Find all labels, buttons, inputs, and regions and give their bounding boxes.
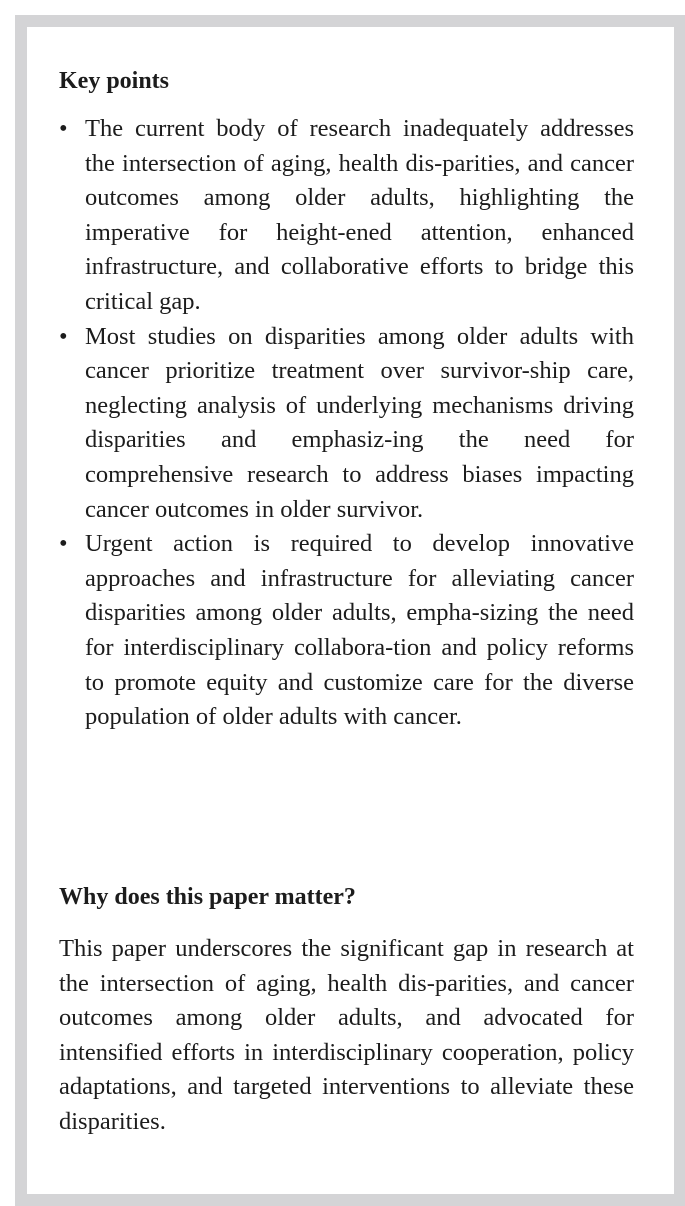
key-point-item (59, 527, 634, 735)
bullet-icon: • (59, 322, 68, 350)
key-point-item (59, 112, 634, 320)
bullet-icon: • (59, 115, 68, 142)
why-matters-paragraph: This paper underscores the significant gap in research at the intersection of aging, health dis-parities, and cancer outcomes among older adults, and advocated for intensified efforts in interdisciplinary cooperation, policy adaptations, and targeted interventions to alleviate these disparities. (59, 935, 634, 1135)
key-points-list (59, 112, 634, 735)
why-matters-heading: Why does this paper matter? (59, 884, 356, 910)
key-point-text: The current body of research inadequately addresses the intersection of aging, health dis-parities, and cancer outcomes among older adults, highlighting the imperative for height-ened attention, enhanced infrastructure, and collaborative efforts to bridge this critical gap. (85, 115, 634, 315)
key-point-text: Urgent action is required to develop innovative approaches and infrastructure for alleviating cancer disparities among older adults, empha-sizing the need for interdisciplinary collabora-tion and policy reforms to promote equity and customize care for the diverse population of older adults with cancer. (85, 530, 634, 731)
key-points-box (15, 15, 685, 1206)
key-point-text: Most studies on disparities among older adults with cancer prioritize treatment over survivor-ship care, neglecting analysis of underlying mechanisms driving disparities and emphasiz-ing the need for comprehensive research to address biases impacting cancer outcomes in older survivor. (85, 322, 634, 523)
key-points-heading: Key points (59, 68, 170, 94)
key-point-item (59, 320, 634, 528)
bullet-icon: • (59, 530, 68, 558)
